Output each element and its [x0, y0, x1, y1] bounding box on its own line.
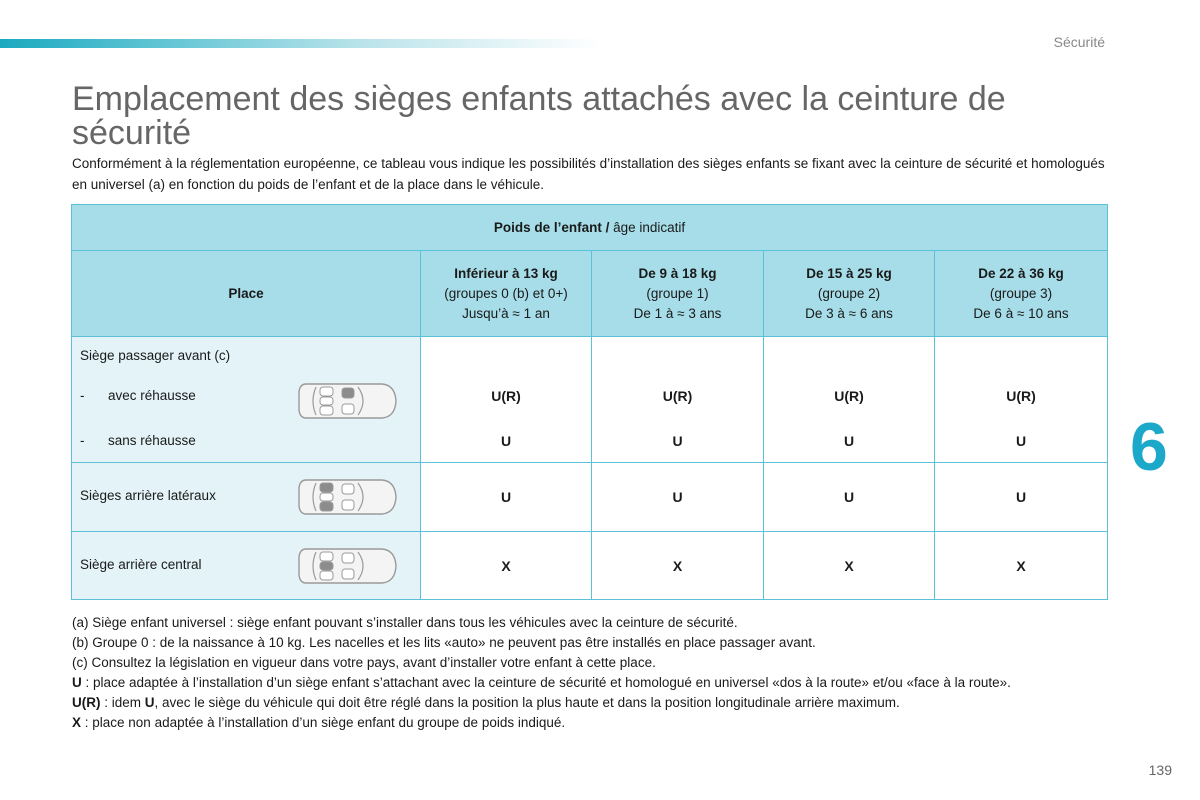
footnote-a: (a) Siège enfant universel : siège enfant pouvant s’installer dans tous les véhicules avec la ceinture de sécurité.: [72, 615, 738, 630]
place-header: Place: [72, 251, 421, 337]
place-rear-center: Siège arrière central: [72, 532, 421, 600]
car-rear-center-seat-icon: [296, 543, 398, 589]
table-cell: U(R) U: [935, 337, 1108, 463]
highlighted-seat: [342, 388, 354, 398]
table-cell: U: [935, 463, 1108, 532]
column-header: De 9 à 18 kg (groupe 1) De 1 à ≈ 3 ans: [592, 251, 764, 337]
seat: [320, 493, 333, 501]
table-cell: U: [592, 463, 764, 532]
section-name: Sécurité: [1053, 34, 1105, 50]
legend-u: U : place adaptée à l’installation d’un siège enfant s’attachant avec la ceinture de sécurité et homologué en universel «dos à la route» et/ou «face à la route».: [72, 675, 1011, 690]
car-front-seat-icon: [296, 378, 398, 424]
table-cell: X: [935, 532, 1108, 600]
legend-ur: U(R) : idem U, avec le siège du véhicule qui doit être réglé dans la position la plus haute et dans la position longitudinale arrière maximum.: [72, 695, 900, 710]
seat: [342, 553, 354, 563]
place-front-passenger: Siège passager avant (c) - avec réhausse - sans réhausse: [72, 337, 421, 463]
footnote-c: (c) Consultez la législation en vigueur dans votre pays, avant d’installer votre enfant à cette place.: [72, 655, 656, 670]
table-cell: U: [421, 463, 592, 532]
highlighted-seat: [320, 562, 333, 570]
seat: [320, 552, 333, 561]
table-cell: U(R) U: [592, 337, 764, 463]
column-header: De 22 à 36 kg (groupe 3) De 6 à ≈ 10 ans: [935, 251, 1108, 337]
seat: [342, 500, 354, 510]
seat: [320, 387, 333, 396]
column-header: De 15 à 25 kg (groupe 2) De 3 à ≈ 6 ans: [764, 251, 935, 337]
legend-x: X : place non adaptée à l’installation d’un siège enfant du groupe de poids indiqué.: [72, 715, 566, 730]
table-cell: X: [764, 532, 935, 600]
weight-age-header: Poids de l’enfant / âge indicatif: [72, 205, 1108, 251]
seat: [320, 406, 333, 415]
intro-paragraph: Conformément à la réglementation européenne, ce tableau vous indique les possibilités d’installation des sièges enfants se fixant avec la ceinture de sécurité et homologués en universel (a) en fonction du poids de l’enfant et de la place dans le véhicule.: [72, 156, 1105, 192]
column-header: Inférieur à 13 kg (groupes 0 (b) et 0+) Jusqu’à ≈ 1 an: [421, 251, 592, 337]
table-cell: U: [764, 463, 935, 532]
place-rear-side: Sièges arrière latéraux: [72, 463, 421, 532]
seat: [342, 404, 354, 414]
car-rear-side-seats-icon: [296, 474, 398, 520]
seat: [320, 571, 333, 580]
child-seat-table: [71, 204, 1108, 600]
seat: [342, 484, 354, 494]
highlighted-seat: [320, 502, 333, 511]
table-cell: U(R) U: [421, 337, 592, 463]
header-accent-bar: [0, 39, 600, 48]
highlighted-seat: [320, 483, 333, 492]
footnote-b: (b) Groupe 0 : de la naissance à 10 kg. Les nacelles et les lits «auto» ne peuvent pas être installés en place passager avant.: [72, 635, 816, 650]
footnotes: [72, 613, 1102, 733]
page-title: Emplacement des sièges enfants attachés avec la ceinture de sécurité: [72, 80, 1006, 152]
chapter-number: 6: [1130, 409, 1168, 485]
page-number: 139: [1148, 762, 1172, 778]
table-cell: X: [592, 532, 764, 600]
table-cell: U(R) U: [764, 337, 935, 463]
seat: [342, 569, 354, 579]
seat: [320, 397, 333, 405]
table-cell: X: [421, 532, 592, 600]
